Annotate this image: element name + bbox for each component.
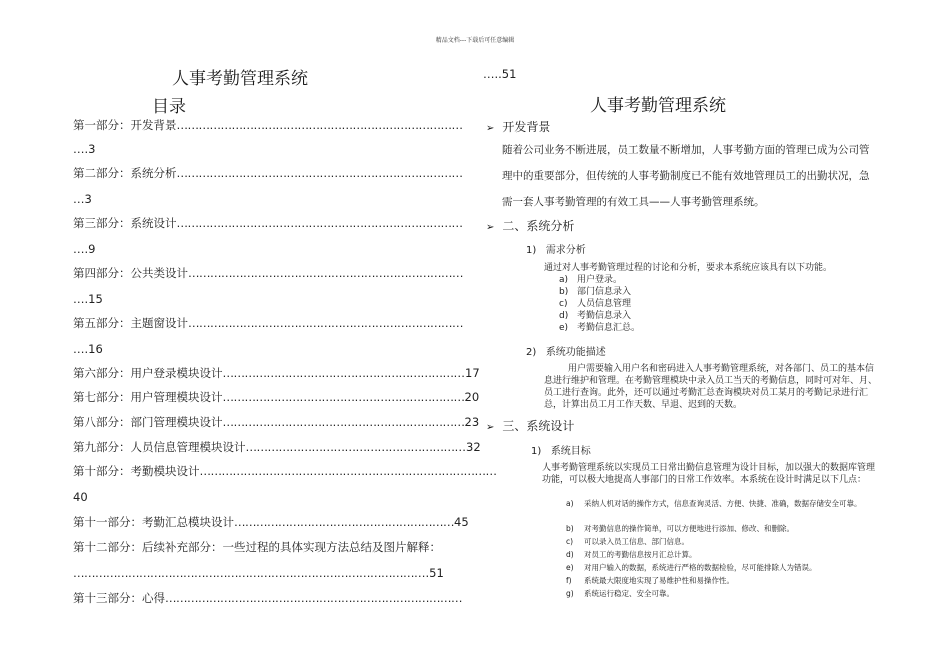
list-item: c) 可以录入员工信息、部门信息。	[566, 537, 689, 546]
toc-entry[interactable]: 第八部分：部门管理模块设计…………………………………………………………23	[73, 415, 480, 429]
toc-entry[interactable]: 第五部分：主题窗设计…………………………………………………………………	[73, 316, 463, 330]
arrow-bullet-icon: ➢	[486, 123, 495, 134]
section-heading: ➢ 开发背景	[486, 120, 551, 134]
toc-entry[interactable]: 第二部分：系统分析……………………………………………………………………	[73, 166, 463, 180]
list-item: g) 系统运行稳定、安全可靠。	[566, 589, 674, 598]
subsection-intro: 通过对人事考勤管理过程的讨论和分析，要求本系统应该具有以下功能。	[544, 263, 833, 273]
toc-entry[interactable]: 第十二部分：后续补充部分：一些过程的具体实现方法总结及图片解释：	[73, 540, 441, 554]
toc-entry[interactable]: 第九部分：人员信息管理模块设计……………………………………………………32	[73, 440, 481, 454]
toc-entry-page: ….9	[73, 242, 96, 256]
toc-entry-page: ….3	[73, 142, 96, 156]
toc-entry[interactable]: 第十一部分：考勤汇总模块设计……………………………………………………45	[73, 515, 469, 529]
toc-entry[interactable]: 第一部分：开发背景……………………………………………………………………	[73, 118, 463, 132]
list-item: a) 采纳人机对话的操作方式，信息查询灵活、方便、快捷、准确，数据存储安全可靠。	[566, 499, 862, 508]
toc-entry[interactable]: 第三部分：系统设计……………………………………………………………………	[73, 216, 463, 230]
arrow-bullet-icon: ➢	[486, 422, 495, 433]
toc-entry-page: …3	[73, 192, 92, 206]
section-heading: ➢ 三、系统设计	[486, 419, 575, 433]
list-item: e) 对用户输入的数据，系统进行严格的数据检验，尽可能排除人为错误。	[566, 563, 817, 572]
page-header: 精品文档---下载后可任意编辑	[435, 37, 515, 44]
subsection-paragraph: 人事考勤管理系统以实现员工日常出勤信息管理为设计目标，加以强大的数据库管理功能，可以极大地提高人事部门的日常工作效率。本系统在设计时满足以下几点：	[542, 463, 876, 485]
section-heading: ➢ 二、系统分析	[486, 219, 575, 233]
toc-entry[interactable]: 第七部分：用户管理模块设计…………………………………………………………20	[73, 390, 480, 404]
list-item: d) 考勤信息录入	[559, 311, 632, 321]
toc-entry-page: 40	[73, 490, 88, 504]
toc-entry-page: …..51	[483, 67, 517, 81]
list-item: e) 考勤信息汇总。	[559, 323, 641, 333]
subsection-paragraph: 用户需要输入用户名和密码进入人事考勤管理系统，对各部门、员工的基本信息进行维护和管理。在考勤管理模块中录入员工当天的考勤信息，同时可对年、月、员工进行查询。此外，还可以通过考勤汇总查询模块对员工某月的考勤记录进行汇总，计算出员工月工作天数、早退、迟到的天数。	[544, 364, 878, 410]
toc-entry-page: ….15	[73, 292, 103, 306]
toc-entry[interactable]: 第四部分：公共类设计…………………………………………………………………	[73, 266, 463, 280]
section-page-title: 人事考勤管理系统	[590, 96, 726, 116]
toc-entry[interactable]: 第十三部分：心得………………………………………………………………………	[73, 591, 462, 605]
toc-entry-page: ….16	[73, 342, 103, 356]
list-item: c) 人员信息管理	[559, 299, 632, 309]
toc-entry-continuation: …………………………………………………………………………………….51	[73, 566, 444, 580]
document-title: 人事考勤管理系统	[172, 69, 308, 89]
toc-entry[interactable]: 第六部分：用户登录模块设计…………………………………………………………17	[73, 366, 480, 380]
arrow-bullet-icon: ➢	[486, 222, 495, 233]
subsection-heading: 1) 系统目标	[531, 446, 591, 457]
toc-entry[interactable]: 第十部分：考勤模块设计………………………………………………………………………	[73, 464, 497, 478]
list-item: b) 对考勤信息的操作简单，可以方便地进行添加、修改、和删除。	[566, 524, 794, 533]
toc-heading: 目录	[152, 97, 186, 117]
list-item: a) 用户登录。	[559, 275, 623, 285]
section-paragraph: 随着公司业务不断进展，员工数量不断增加，人事考勤方面的管理已成为公司管理中的重要部分，但传统的人事考勤制度已不能有效地管理员工的出勤状况，急需一套人事考勤管理的有效工具——人事考勤管理系统。	[502, 144, 870, 208]
list-item: b) 部门信息录入	[559, 287, 632, 297]
list-item: f) 系统最大限度地实现了易维护性和易操作性。	[566, 576, 734, 585]
list-item: d) 对员工的考勤信息按月汇总计算。	[566, 550, 697, 559]
subsection-heading: 2) 系统功能描述	[526, 347, 606, 358]
subsection-heading: 1) 需求分析	[526, 245, 586, 256]
